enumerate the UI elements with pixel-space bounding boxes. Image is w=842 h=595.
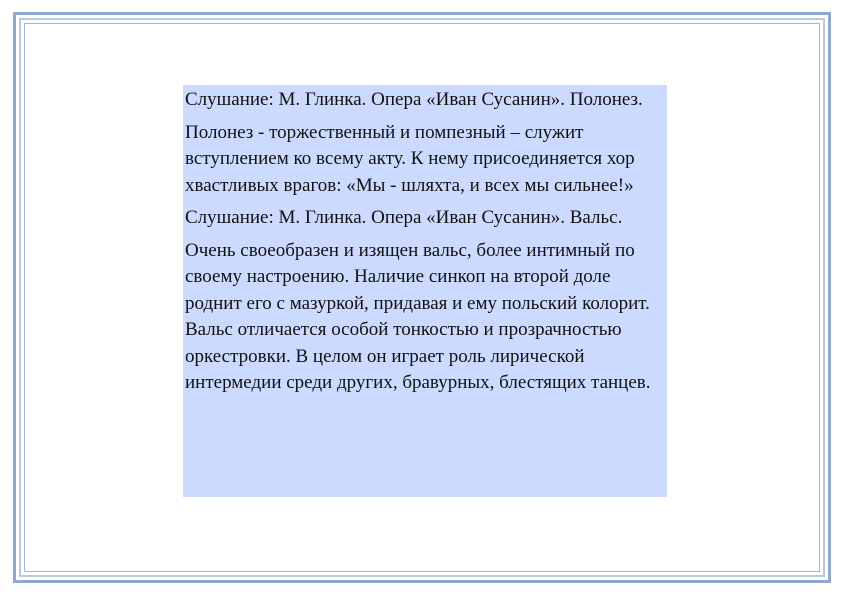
listening-heading-polonaise: Слушание: М. Глинка. Опера «Иван Сусанин». Полонез. bbox=[185, 89, 643, 110]
polonaise-description: Полонез - торжественный и помпезный – служит вступлением ко всему акту. К нему присоединяется хор хвастливых врагов: «Мы - шляхта, и всех мы сильнее!» bbox=[185, 121, 635, 196]
text-box bbox=[183, 85, 667, 497]
listening-heading-waltz: Слушание: М. Глинка. Опера «Иван Сусанин». Вальс. bbox=[185, 207, 623, 228]
waltz-description: Очень своеобразен и изящен вальс, более интимный по своему настроению. Наличие синкоп на второй доле роднит его с мазуркой, придавая и ему польский колорит. Вальс отличается особой тонкостью и прозрачностью оркестровки. В целом он играет роль лирической интермедии среди других, бравурных, блестящих танцев. bbox=[185, 239, 651, 393]
